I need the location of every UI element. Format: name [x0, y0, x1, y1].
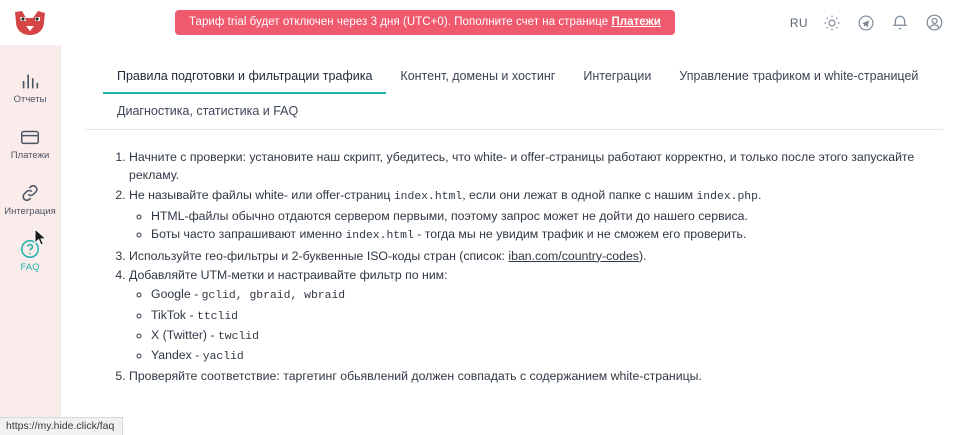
list-item	[151, 225, 933, 245]
fox-logo-icon	[13, 9, 47, 37]
utm-tiktok-codes: ttclid	[197, 310, 239, 323]
faq-sublist-4	[129, 285, 933, 365]
faq-item-2-sub1: HTML-файлы обычно отдаются сервером первыми, поэтому запрос может не дойти до нашего сервиса.	[151, 208, 748, 223]
faq-item-4-text: Добавляйте UTM-метки и настраивайте фильтр по ним:	[129, 267, 448, 282]
list-item	[129, 367, 933, 385]
faq-item-3-text-b: ).	[638, 248, 647, 263]
faq-list	[103, 148, 933, 385]
list-item	[129, 148, 933, 185]
main-panel	[60, 45, 960, 435]
sidebar-item-integration[interactable]	[0, 171, 60, 227]
faq-item-5-text: Проверяйте соответствие: таргетинг обьявлений должен совпадать с содержанием white-страницы.	[129, 368, 702, 383]
question-circle-icon	[19, 238, 41, 260]
faq-item-2-text-a: Не называйте файлы white- или offer-страниц	[129, 187, 394, 202]
sun-icon[interactable]	[822, 13, 842, 33]
tab-diagnostics-faq[interactable]: Диагностика, статистика и FAQ	[117, 104, 299, 118]
trial-alert-wrapper	[60, 10, 790, 36]
utm-google-codes: gclid, gbraid, wbraid	[201, 290, 346, 303]
code-index-php: index.php	[696, 190, 758, 203]
list-item	[151, 346, 933, 366]
list-item	[151, 326, 933, 346]
logo[interactable]	[0, 0, 60, 45]
tab-content-domains-hosting[interactable]: Контент, домены и хостинг	[400, 69, 556, 83]
link-icon	[19, 182, 41, 204]
sidebar-item-label: FAQ	[20, 261, 40, 273]
sidebar-item-payments[interactable]	[0, 115, 60, 171]
language-selector[interactable]: RU	[789, 15, 808, 30]
utm-yandex-label: Yandex -	[151, 347, 203, 362]
tab-traffic-management[interactable]: Управление трафиком и white-страницей	[679, 69, 919, 83]
tab-integrations[interactable]: Интеграции	[583, 69, 652, 83]
utm-tiktok-label: TikTok -	[151, 307, 197, 322]
utm-google-label: Google -	[151, 287, 202, 302]
top-bar-actions	[790, 13, 960, 33]
telegram-icon[interactable]	[856, 13, 876, 33]
bar-chart-icon	[19, 70, 41, 92]
trial-alert	[175, 10, 675, 36]
faq-item-2-sub2-a: Боты часто запрашивают именно	[151, 227, 346, 242]
utm-x-label: X (Twitter) -	[151, 327, 218, 342]
faq-content	[85, 130, 943, 385]
faq-item-2-text-b: , если они лежат в одной папке с нашим	[462, 187, 697, 202]
tab-traffic-rules[interactable]: Правила подготовки и фильтрации трафика	[103, 59, 386, 94]
sidebar	[0, 45, 60, 435]
status-bar-url: https://my.hide.click/faq	[0, 417, 123, 435]
sidebar-item-label: Отчеты	[13, 93, 47, 105]
payments-link[interactable]: Платежи	[611, 15, 661, 28]
list-item	[151, 306, 933, 326]
utm-x-codes: twclid	[217, 330, 259, 343]
trial-alert-text: Тариф trial будет отключен через 3 дня (UTC+0). Пополните счет на странице	[188, 15, 612, 28]
top-bar	[0, 0, 960, 45]
bell-icon[interactable]	[890, 13, 910, 33]
list-item	[151, 285, 933, 305]
faq-item-3-text-a: Используйте гео-фильтры и 2-буквенные ISO-коды стран (список:	[129, 248, 509, 263]
list-item	[129, 247, 933, 265]
code-index-html-2: index.html	[345, 230, 414, 243]
sidebar-item-label: Платежи	[10, 149, 50, 161]
tab-bar	[85, 59, 943, 130]
list-item	[129, 266, 933, 366]
faq-item-2-sub2-b: - тогда мы не увидим трафик и не сможем его проверить.	[413, 227, 747, 242]
faq-item-1-text: Начните с проверки: установите наш скрипт, убедитесь, что white- и offer-страницы работают корректно, и только после этого запускайте рекламу.	[129, 150, 915, 183]
sidebar-item-reports[interactable]	[0, 59, 60, 115]
sidebar-item-faq[interactable]	[0, 227, 60, 283]
faq-item-2-text-c: .	[757, 187, 762, 202]
sidebar-item-label: Интеграция	[4, 205, 56, 217]
list-item	[129, 186, 933, 246]
faq-sublist-2	[129, 207, 933, 246]
account-icon[interactable]	[924, 13, 944, 33]
utm-yandex-codes: yaclid	[202, 350, 244, 363]
credit-card-icon	[19, 126, 41, 148]
list-item	[151, 207, 933, 225]
country-codes-link[interactable]: iban.com/country-codes	[508, 248, 639, 263]
code-index-html: index.html	[393, 190, 463, 203]
